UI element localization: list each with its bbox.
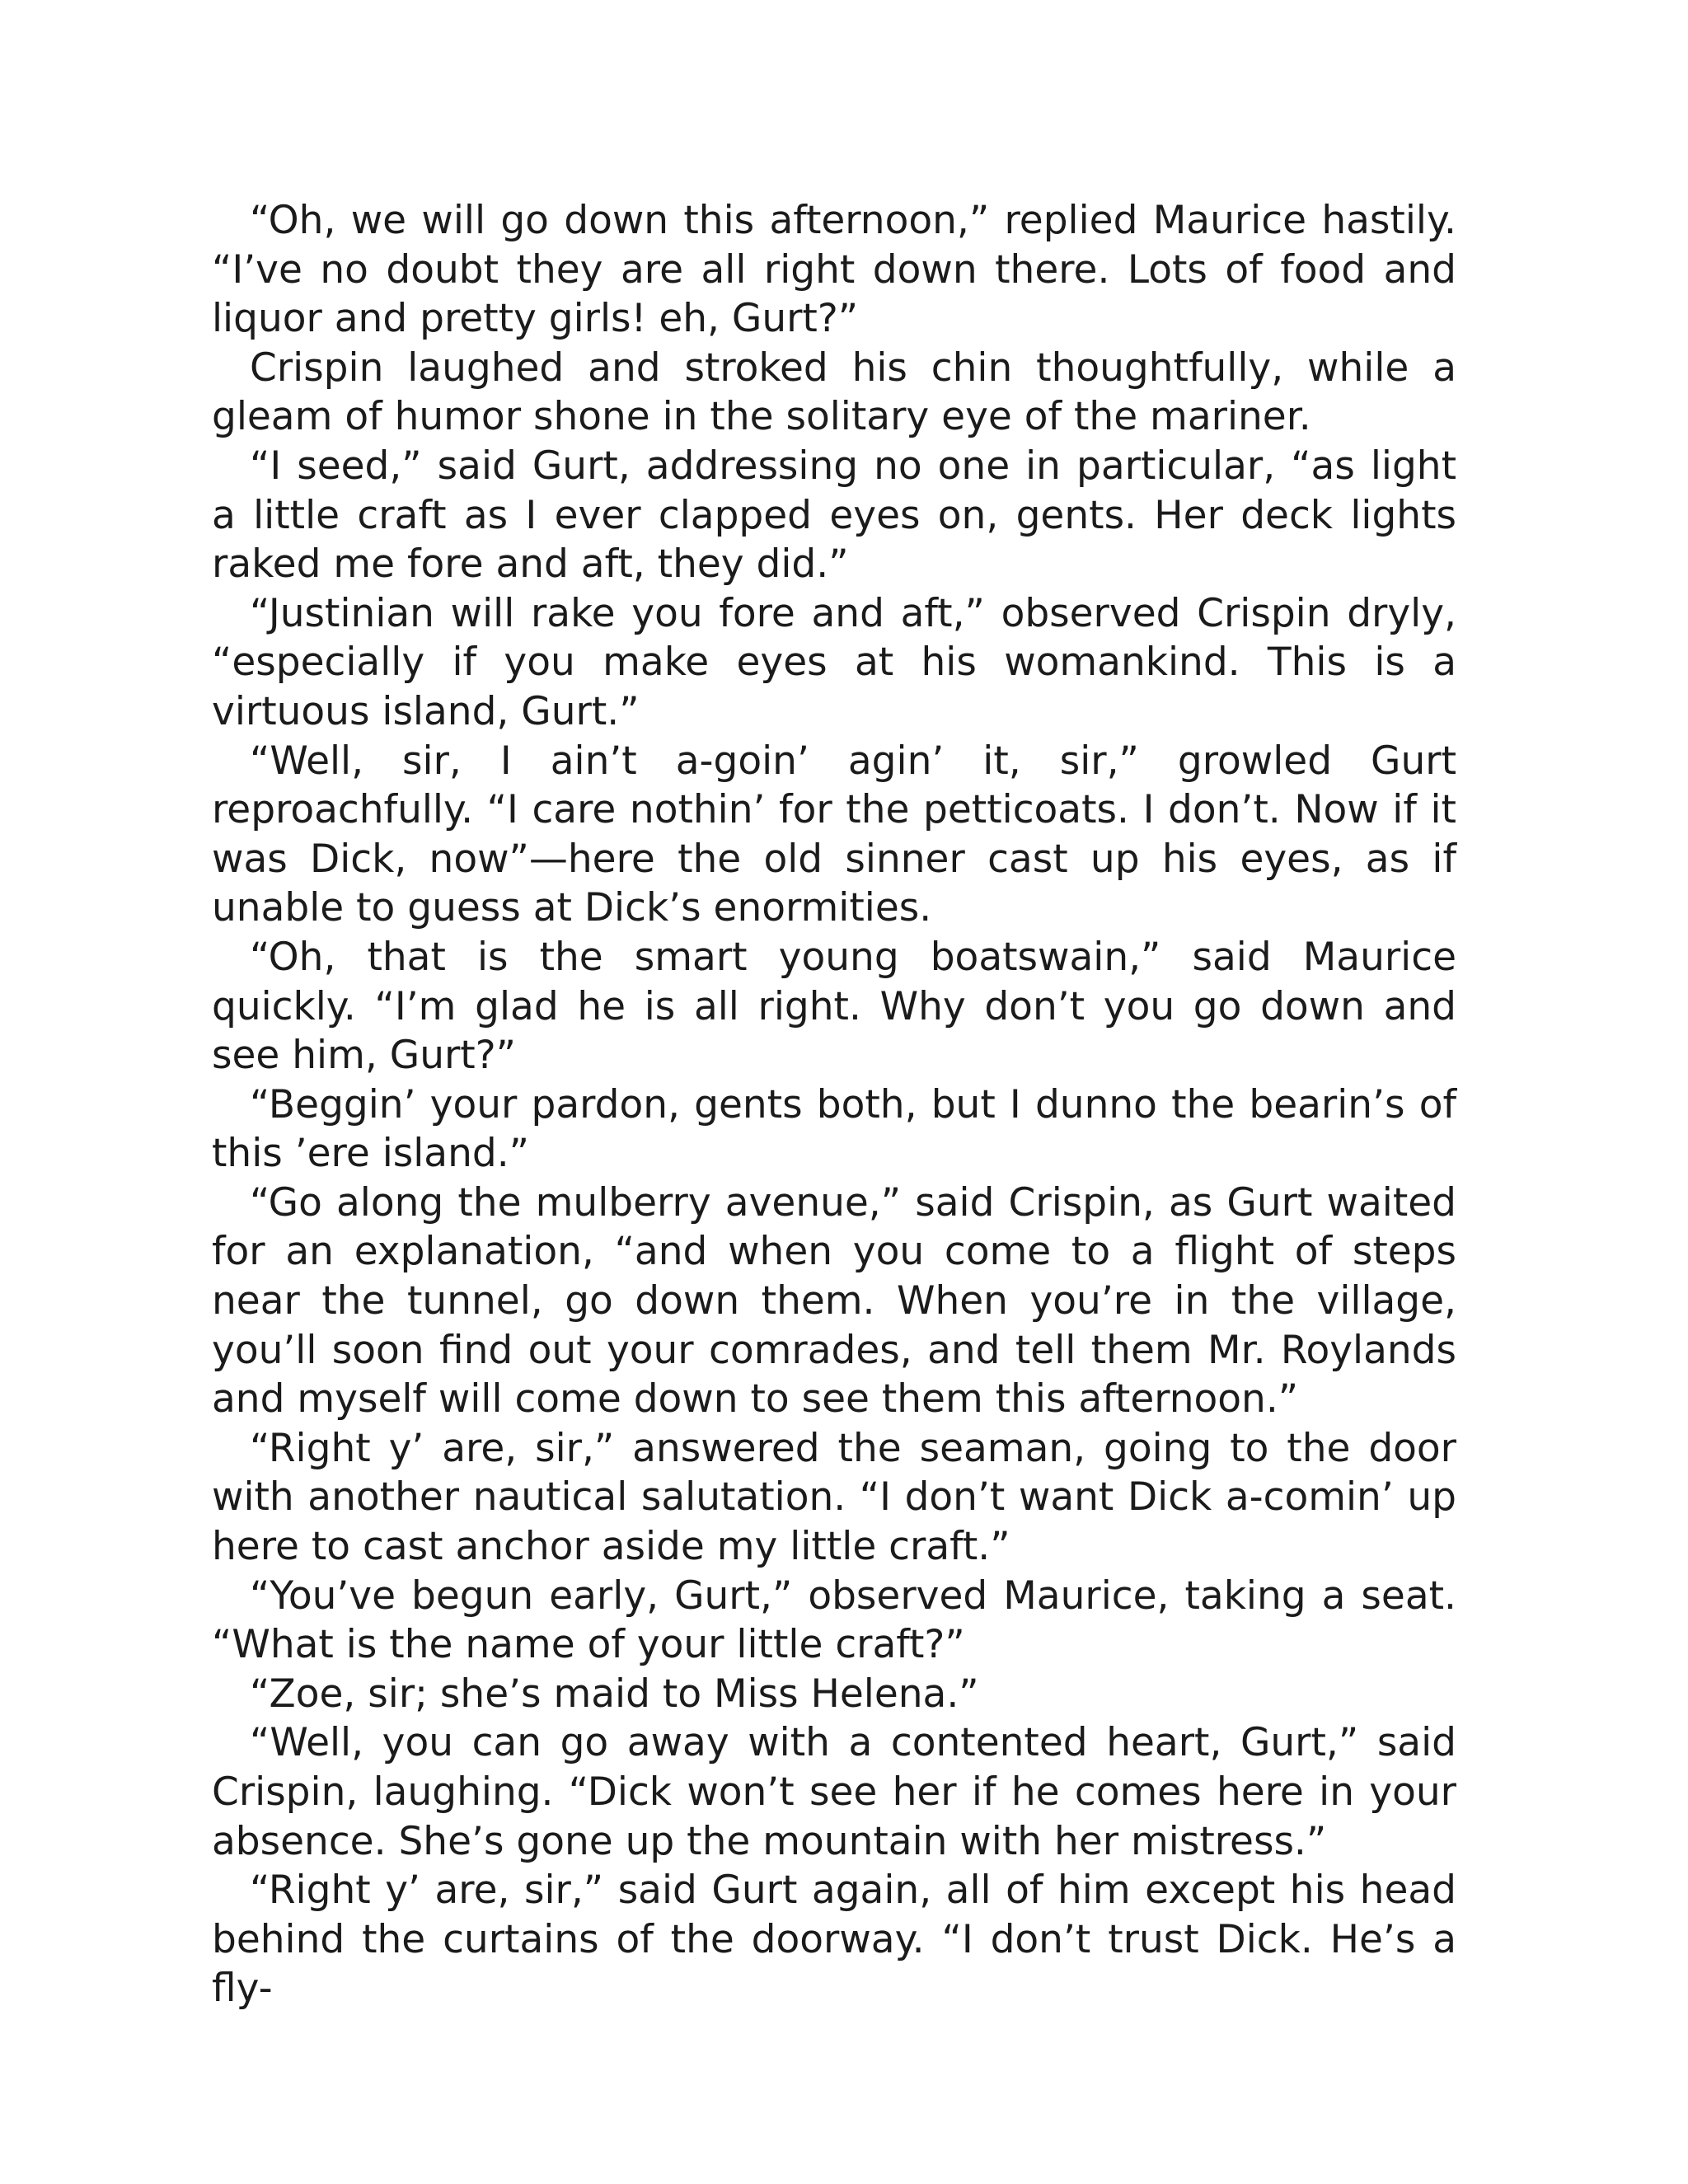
paragraph: “Zoe, sir; she’s maid to Miss Helena.” (250, 1671, 979, 1717)
paragraph: “Justinian will rake you fore and aft,” observed Crispin dryly, “especially if you make eyes at his womankind. This is a virtuous island, Gurt.” (212, 590, 1456, 734)
paragraph: “Oh, that is the smart young boatswain,” said Maurice quickly. “I’m glad he is all right. Why don’t you go down and see him, Gurt?” (212, 934, 1456, 1079)
paragraph: “I seed,” said Gurt, addressing no one in particular, “as light a little craft as I ever clapped eyes on, gents. Her deck lights raked me fore and aft, they did.” (212, 443, 1456, 588)
paragraph: “Right y’ are, sir,” answered the seaman, going to the door with another nautical salutation. “I don’t want Dick a-comin’ up here to cast anchor aside my little craft.” (212, 1425, 1456, 1570)
paragraph: “Oh, we will go down this afternoon,” replied Maurice hastily. “I’ve no doubt they are all right down there. Lots of food and liquor and pretty girls! eh, Gurt?” (212, 198, 1456, 342)
paragraph: “You’ve begun early, Gurt,” observed Maurice, taking a seat. “What is the name of your little craft?” (212, 1572, 1456, 1668)
paragraph: Crispin laughed and stroked his chin thoughtfully, while a gleam of humor shone in the solitary eye of the mariner. (212, 344, 1456, 440)
paragraph: “Well, you can go away with a contented heart, Gurt,” said Crispin, laughing. “Dick won’t see her if he comes here in your absence. She’s gone up the mountain with her mistress.” (212, 1720, 1456, 1864)
paragraph: “Beggin’ your pardon, gents both, but I dunno the bearin’s of this ’ere island.” (212, 1081, 1456, 1177)
paragraph: “Well, sir, I ain’t a-goin’ agin’ it, sir,” growled Gurt reproachfully. “I care nothin’ for the petticoats. I don’t. Now if it was Dick, now”—here the old sinner cast up his eyes, as if unable to guess at Dick’s enormities. (212, 738, 1456, 931)
page-body-text (212, 196, 1456, 2013)
paragraph: “Go along the mulberry avenue,” said Crispin, as Gurt waited for an explanation, “and when you come to a flight of steps near the tunnel, go down them. When you’re in the village, you’ll soon find out your comrades, and tell them Mr. Roylands and myself will come down to see them this afternoon.” (212, 1179, 1456, 1422)
paragraph: “Right y’ are, sir,” said Gurt again, all of him except his head behind the curtains of the doorway. “I don’t trust Dick. He’s a fly- (212, 1868, 1456, 2012)
